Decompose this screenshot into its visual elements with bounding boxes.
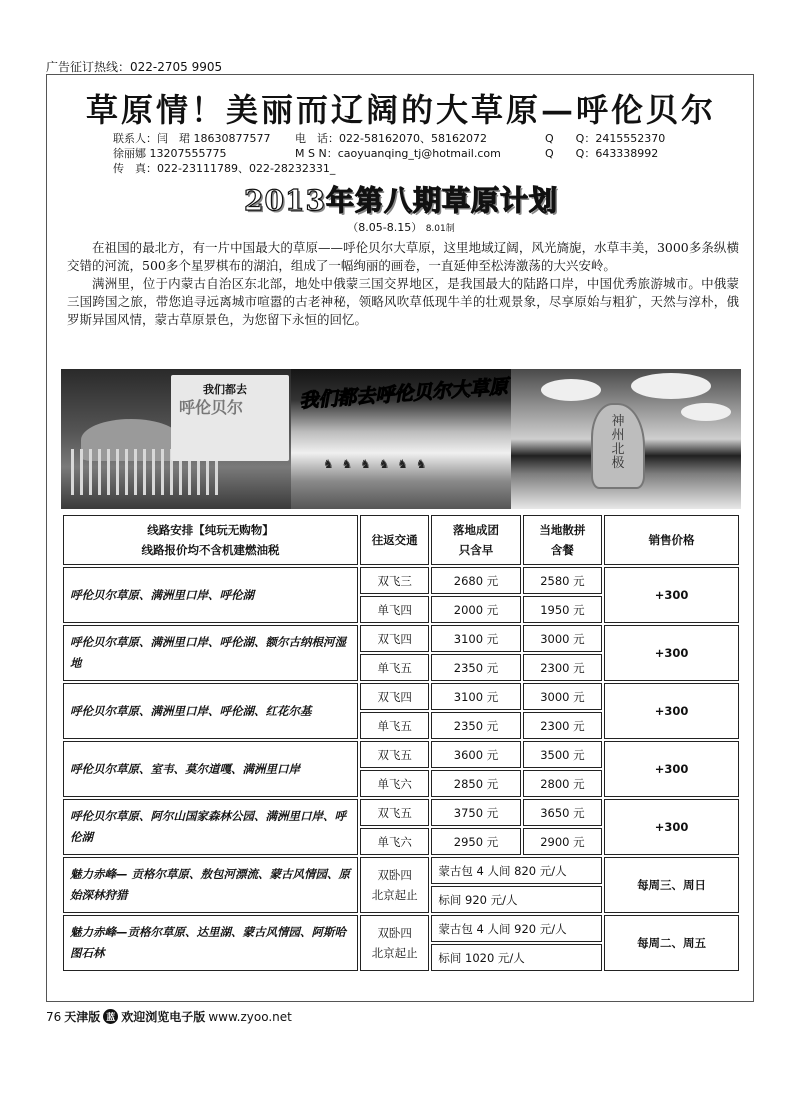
header-route-line1: 线路安排【纯玩无购物】 bbox=[147, 523, 274, 537]
package-price-cell: 蒙古包 4 人间 920 元/人 bbox=[431, 915, 602, 942]
intro-paragraph-2: 满洲里，位于内蒙古自治区东北部，地处中俄蒙三国交界地区，是我国最大的陆路口岸，中国优秀旅游城市。中俄蒙三国跨国之旅，带您追寻远离城市喧嚣的古老神秘，领略风吹草低现牛羊的壮观景象，尽享原始与粗犷，天然与淳朴，俄罗斯异国风情，蒙古草原景色，为您留下永恒的回忆。 bbox=[67, 276, 739, 327]
route-cell: 呼伦贝尔草原、满洲里口岸、呼伦湖 bbox=[63, 567, 358, 623]
header-group-line1: 落地成团 bbox=[453, 523, 500, 537]
local-price-cell: 2300 元 bbox=[523, 654, 602, 681]
contact-phone: 电 话：022-58162070、58162072 bbox=[295, 132, 487, 145]
local-price-cell: 2800 元 bbox=[523, 770, 602, 797]
package-price-cell: 标间 920 元/人 bbox=[431, 886, 602, 913]
local-price-cell: 2900 元 bbox=[523, 828, 602, 855]
local-price-cell: 3500 元 bbox=[523, 741, 602, 768]
transport-cell: 双飞三 bbox=[360, 567, 429, 594]
cloud-shape bbox=[631, 373, 711, 399]
horses-icon: ♞ ♞ ♞ ♞ ♞ ♞ bbox=[323, 457, 429, 471]
footer-tagline: 欢迎浏览电子版 bbox=[121, 1010, 206, 1024]
route-cell: 呼伦贝尔草原、阿尔山国家森林公园、满洲里口岸、呼伦湖 bbox=[63, 799, 358, 855]
sale-price-cell: +300 bbox=[604, 683, 739, 739]
header-group-line2: 只含早 bbox=[458, 543, 494, 557]
plan-date-range: （8.05-8.15） bbox=[347, 221, 423, 234]
photo-fence-book bbox=[61, 369, 291, 509]
header-transport: 往返交通 bbox=[360, 515, 429, 565]
contact-left-1: 联系人：闫 珺 18630877577 bbox=[113, 132, 271, 145]
transport-cell: 双飞四 bbox=[360, 625, 429, 652]
route-cell: 魅力赤峰—贡格尔草原、达里湖、蒙古风情园、阿斯哈图石林 bbox=[63, 915, 358, 971]
photo-grassland-banner bbox=[291, 369, 511, 509]
header-route-line2: 线路报价均不含机建燃油税 bbox=[141, 543, 280, 557]
group-price-cell: 2350 元 bbox=[431, 712, 520, 739]
transport-cell: 单飞五 bbox=[360, 654, 429, 681]
sale-price-cell: +300 bbox=[604, 741, 739, 797]
plan-title: 2013年第八期草原计划 bbox=[244, 184, 558, 217]
header-local-line2: 含餐 bbox=[550, 543, 574, 557]
header-sale: 销售价格 bbox=[604, 515, 739, 565]
contact-left-2: 徐丽娜 13207555775 bbox=[113, 147, 227, 160]
intro-paragraph-1: 在祖国的最北方，有一片中国最大的草原——呼伦贝尔大草原，这里地域辽阔，风光旖旎，水草丰美，3000多条纵横交错的河流，500多个星罗棋布的湖泊，组成了一幅绚丽的画卷，一直延伸至松涛激荡的大兴安岭。 bbox=[67, 240, 739, 273]
transport-cell bbox=[360, 915, 429, 971]
schedule-cell: 每周二、周五 bbox=[604, 915, 739, 971]
group-price-cell: 3100 元 bbox=[431, 625, 520, 652]
group-price-cell: 2950 元 bbox=[431, 828, 520, 855]
plan-dates bbox=[47, 219, 755, 235]
transport-cell: 双飞四 bbox=[360, 683, 429, 710]
sale-price-cell: +300 bbox=[604, 567, 739, 623]
transport-cell bbox=[360, 857, 429, 913]
photo-monument bbox=[511, 369, 741, 509]
route-cell: 呼伦贝尔草原、满洲里口岸、呼伦湖、红花尔基 bbox=[63, 683, 358, 739]
header-local-line1: 当地散拼 bbox=[539, 523, 586, 537]
transport-cell: 单飞五 bbox=[360, 712, 429, 739]
transport-line: 双卧四 bbox=[377, 868, 412, 882]
header-local bbox=[523, 515, 602, 565]
contact-fax: 传 真：022-23111789、022-28232331_ bbox=[113, 162, 336, 175]
cloud-shape bbox=[681, 403, 731, 421]
transport-cell: 单飞六 bbox=[360, 828, 429, 855]
ad-hotline: 广告征订热线：022-2705 9905 bbox=[46, 60, 223, 74]
contact-msn: M S N：caoyuanqing_tj@hotmail.com bbox=[295, 147, 501, 160]
transport-cell: 单飞四 bbox=[360, 596, 429, 623]
intro-text bbox=[67, 239, 739, 329]
transport-line: 北京起止 bbox=[371, 888, 418, 902]
transport-cell: 双飞五 bbox=[360, 741, 429, 768]
table-row bbox=[63, 857, 739, 884]
photo-strip bbox=[61, 369, 741, 509]
edition-label: 天津版 bbox=[64, 1010, 101, 1024]
group-price-cell: 2350 元 bbox=[431, 654, 520, 681]
local-price-cell: 3650 元 bbox=[523, 799, 602, 826]
sale-price-cell: +300 bbox=[604, 625, 739, 681]
group-price-cell: 2850 元 bbox=[431, 770, 520, 797]
route-cell: 魅力赤峰— 贡格尔草原、敖包河漂流、蒙古风情园、原始深林狩猎 bbox=[63, 857, 358, 913]
contact-qq-2: Q Q：643338992 bbox=[545, 147, 659, 160]
schedule-cell: 每周三、周日 bbox=[604, 857, 739, 913]
plan-edition: 8.01制 bbox=[425, 224, 455, 234]
group-price-cell: 3750 元 bbox=[431, 799, 520, 826]
book-caption: 我们都去 bbox=[203, 383, 247, 396]
group-price-cell: 2680 元 bbox=[431, 567, 520, 594]
route-cell: 呼伦贝尔草原、满洲里口岸、呼伦湖、额尔古纳根河湿地 bbox=[63, 625, 358, 681]
package-price-cell: 蒙古包 4 人间 820 元/人 bbox=[431, 857, 602, 884]
group-price-cell: 2000 元 bbox=[431, 596, 520, 623]
banner-text: 我们都去呼伦贝尔大草原 bbox=[298, 375, 509, 413]
local-price-cell: 1950 元 bbox=[523, 596, 602, 623]
package-price-cell: 标间 1020 元/人 bbox=[431, 944, 602, 971]
table-row bbox=[63, 741, 739, 768]
cloud-shape bbox=[541, 379, 601, 401]
contact-qq-1: Q Q：2415552370 bbox=[545, 132, 666, 145]
transport-cell: 单飞六 bbox=[360, 770, 429, 797]
transport-cell: 双飞五 bbox=[360, 799, 429, 826]
table-row bbox=[63, 567, 739, 594]
page-number: 76 bbox=[46, 1009, 62, 1024]
footer-url[interactable]: www.zyoo.net bbox=[208, 1009, 292, 1024]
transport-line: 北京起止 bbox=[371, 946, 418, 960]
book-caption-2: 呼伦贝尔 bbox=[179, 398, 244, 417]
local-price-cell: 2300 元 bbox=[523, 712, 602, 739]
route-cell: 呼伦贝尔草原、室韦、莫尔道嘎、满洲里口岸 bbox=[63, 741, 358, 797]
group-price-cell: 3600 元 bbox=[431, 741, 520, 768]
route-price-table bbox=[61, 513, 741, 973]
table-header-row bbox=[63, 515, 739, 565]
sale-price-cell: +300 bbox=[604, 799, 739, 855]
brand-logo-icon: 蓝 bbox=[103, 1009, 118, 1024]
local-price-cell: 2580 元 bbox=[523, 567, 602, 594]
monument-inscription: 神州北极 bbox=[611, 414, 625, 471]
page-footer bbox=[46, 1008, 292, 1025]
table-row bbox=[63, 799, 739, 826]
group-price-cell: 3100 元 bbox=[431, 683, 520, 710]
table-row bbox=[63, 915, 739, 942]
table-row bbox=[63, 625, 739, 652]
header-route bbox=[63, 515, 358, 565]
table-row bbox=[63, 683, 739, 710]
headline: 草原情！美丽而辽阔的大草原—呼伦贝尔 bbox=[85, 91, 716, 129]
ad-frame bbox=[46, 74, 754, 1002]
local-price-cell: 3000 元 bbox=[523, 625, 602, 652]
transport-line: 双卧四 bbox=[377, 926, 412, 940]
header-group bbox=[431, 515, 520, 565]
local-price-cell: 3000 元 bbox=[523, 683, 602, 710]
